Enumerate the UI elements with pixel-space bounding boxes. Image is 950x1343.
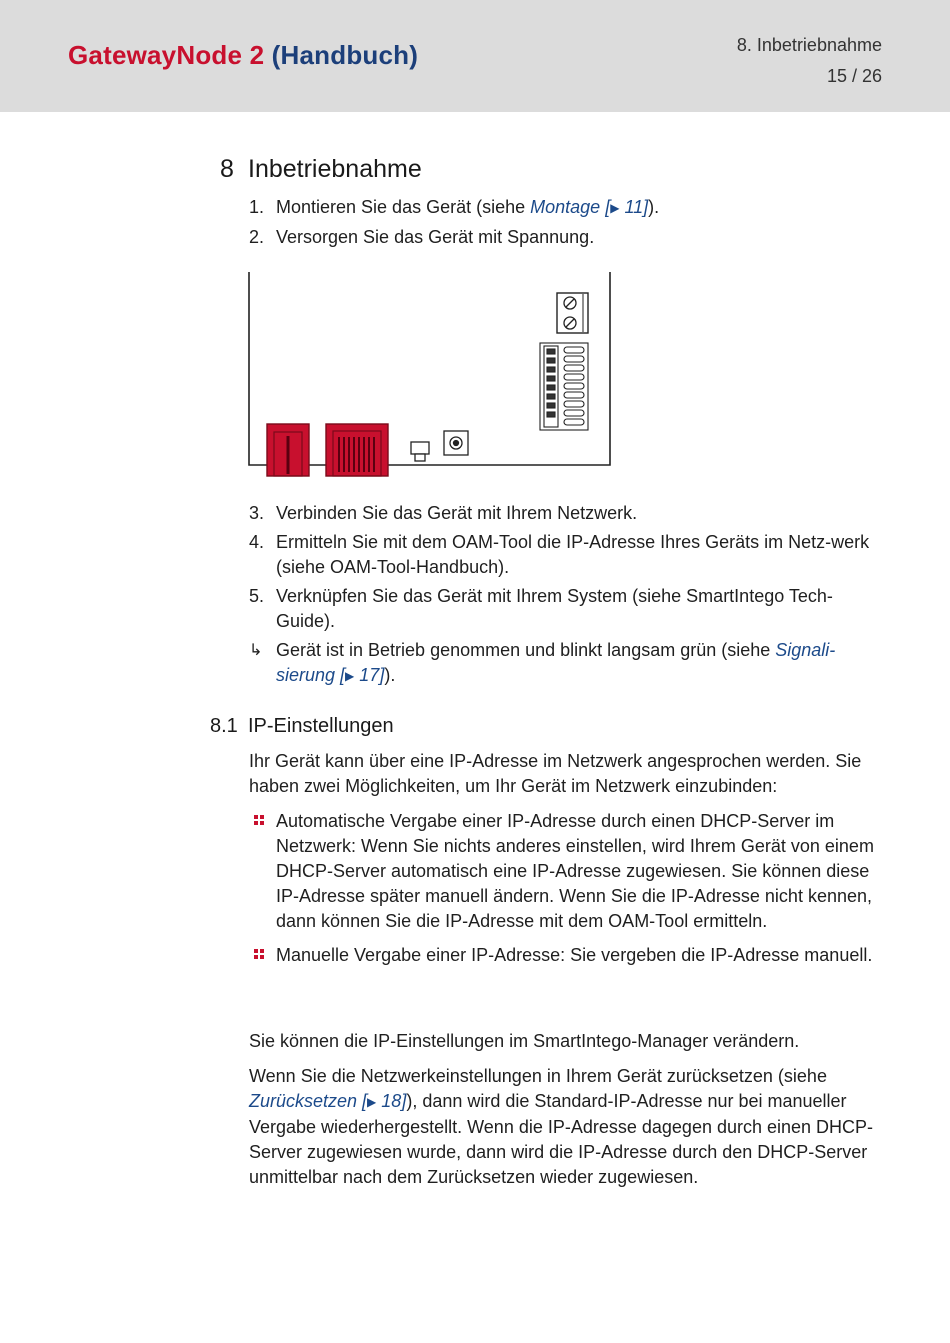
subsection-title: IP-Einstellungen [248, 715, 394, 737]
list-item: 1. Montieren Sie das Gerät (siehe Montage [▶ 11]). [249, 195, 882, 221]
result-arrow-icon: ↳ [249, 642, 263, 659]
xref-link-montage[interactable]: Montage [▶ 11] [530, 197, 649, 217]
device-diagram [247, 270, 613, 482]
paragraph: Sie können die IP-Einstellungen im SmartIntego-Manager verändern. [249, 1031, 800, 1051]
step-marker: 1. [249, 197, 265, 217]
triangle-right-icon: ▶ [610, 201, 620, 215]
steps-list-bottom [249, 501, 882, 693]
red-square-bullet-icon [254, 815, 265, 826]
triangle-right-icon: ▶ [367, 1095, 377, 1109]
chapter-label: 8. Inbetriebnahme [736, 35, 882, 55]
triangle-right-icon: ▶ [345, 669, 355, 683]
result-item: ↳ Gerät ist in Betrieb genommen und blinkt langsam grün (siehe Signali-sierung [▶ 17]). [249, 640, 836, 685]
section-heading [220, 155, 422, 184]
step-marker: 5. [249, 586, 265, 606]
reset-button-icon [444, 431, 468, 455]
bullet-list [249, 809, 882, 977]
list-item: Manuelle Vergabe einer IP-Adresse: Sie vergeben die IP-Adresse manuell. [249, 943, 882, 968]
document-title [68, 40, 418, 71]
xref-link-signalisierung[interactable]: Signali-sierung [▶ 17] [276, 640, 836, 685]
step-marker: 3. [249, 503, 265, 523]
list-item: 4. Ermitteln Sie mit dem OAM-Tool die IP-Adresse Ihres Geräts im Netz-werk (siehe OAM-Tool-Handbuch). [249, 532, 870, 577]
section-title: Inbetriebnahme [248, 155, 422, 183]
red-square-bullet-icon [254, 949, 265, 960]
power-connector-icon [267, 424, 309, 476]
subsection-number: 8.1 [210, 715, 238, 737]
dip-switch-icon [540, 343, 588, 430]
subsection-heading [210, 715, 394, 738]
terminal-block-icon [557, 293, 588, 333]
intro-paragraph: Ihr Gerät kann über eine IP-Adresse im Netzwerk angesprochen werden. Sie haben zwei Möglichkeiten, um Ihr Gerät im Netzwerk einzubinden: [249, 751, 862, 796]
step-marker: 2. [249, 227, 265, 247]
xref-link-zuruecksetzen[interactable]: Zurücksetzen [▶ 18] [249, 1091, 407, 1111]
steps-list-top [249, 195, 882, 254]
paragraph: Wenn Sie die Netzwerkeinstellungen in Ihrem Gerät zurücksetzen (siehe Zurücksetzen [▶ 18]), dann wird die Standard-IP-Adresse nur bei manueller Vergabe wiederhergestellt. Wenn die IP-Adresse dagegen durch einen DHCP-Server zugewiesen wurde, dann wird die IP-Adresse durch den DHCP-Server unmittelbar nach dem Zurücksetzen wieder zugewiesen. [249, 1066, 874, 1187]
header-meta [737, 30, 882, 92]
list-item: 2. Versorgen Sie das Gerät mit Spannung. [249, 225, 882, 250]
led-icon [411, 442, 429, 461]
page-header [0, 0, 950, 112]
section-number: 8 [220, 155, 234, 183]
brand-subtitle: (Handbuch) [271, 40, 419, 70]
brand-name: GatewayNode 2 [68, 40, 265, 70]
step-marker: 4. [249, 532, 265, 552]
page-number: 15 / 26 [826, 66, 882, 86]
network-connector-icon [326, 424, 388, 476]
list-item: 5. Verknüpfen Sie das Gerät mit Ihrem System (siehe SmartIntego Tech-Guide). [249, 586, 833, 631]
list-item: 3. Verbinden Sie das Gerät mit Ihrem Netzwerk. [249, 501, 882, 526]
list-item: Automatische Vergabe einer IP-Adresse durch einen DHCP-Server im Netzwerk: Wenn Sie nichts anderes einstellen, wird Ihrem Gerät von einem DHCP-Server automatisch eine IP-Adresse zugewiesen. Sie können diese IP-Adresse später manuell ändern. Wenn Sie die IP-Adresse nicht kennen, dann können Sie die IP-Adresse mit dem OAM-Tool ermitteln. [249, 809, 882, 934]
